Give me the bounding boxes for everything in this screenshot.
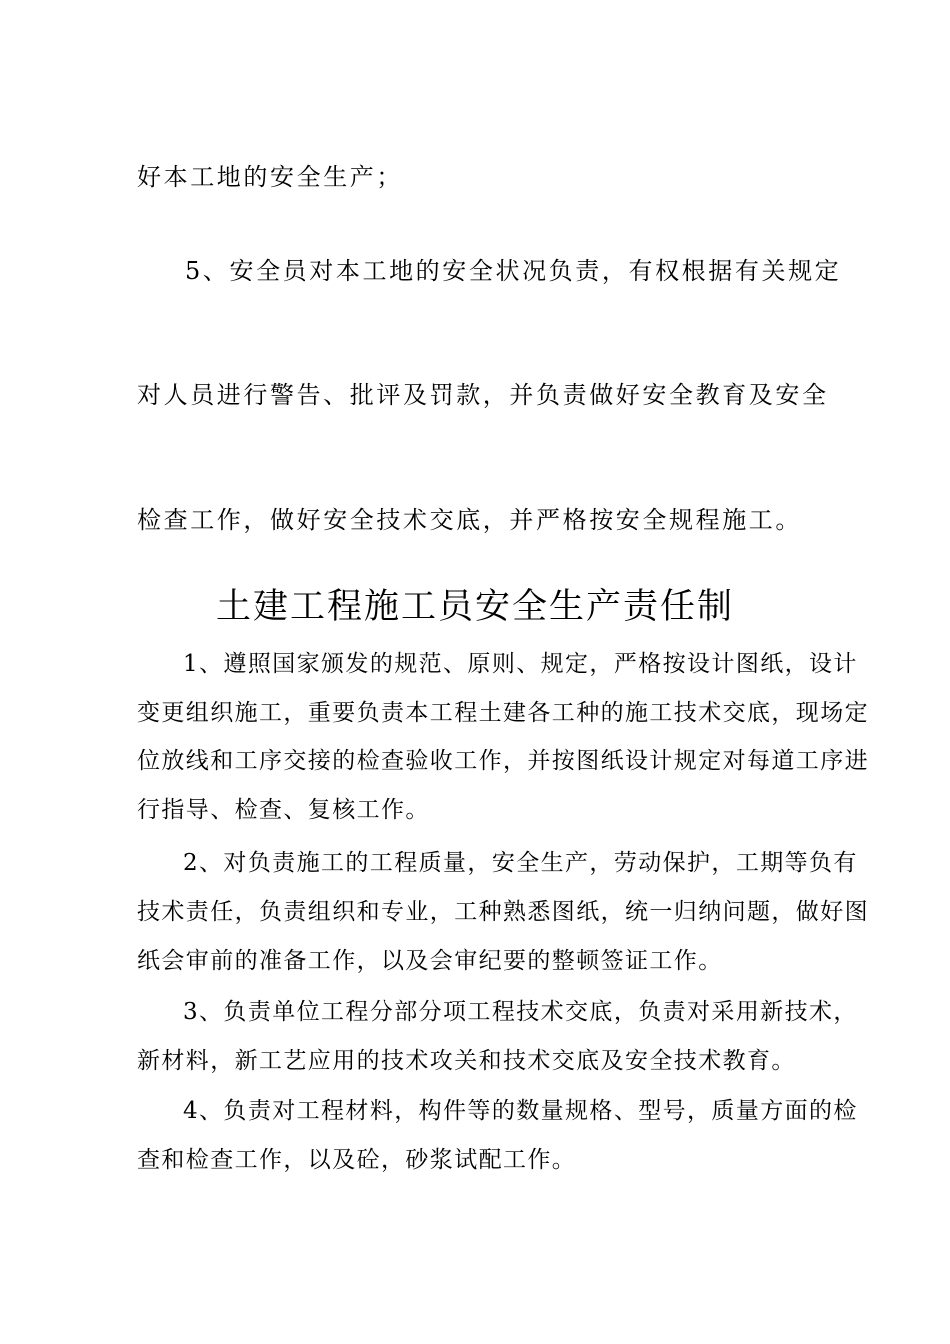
paragraph-line: 好本工地的安全生产； [137, 163, 403, 191]
paragraph-line: 1、遵照国家颁发的规范、原则、规定，严格按设计图纸，设计 [183, 651, 858, 677]
paragraph-line: 2、对负责施工的工程质量，安全生产，劳动保护，工期等负有 [183, 850, 858, 876]
paragraph-line: 变更组织施工，重要负责本工程土建各工种的施工技术交底，现场定 [137, 700, 869, 726]
paragraph-line: 位放线和工序交接的检查验收工作，并按图纸设计规定对每道工序进 [137, 748, 869, 774]
section-title: 土建工程施工员安全生产责任制 [215, 587, 734, 627]
paragraph-line: 检查工作，做好安全技术交底，并严格按安全规程施工。 [137, 506, 802, 534]
paragraph-line: 对人员进行警告、批评及罚款，并负责做好安全教育及安全 [137, 381, 829, 409]
paragraph-line: 技术责任，负责组织和专业，工种熟悉图纸，统一归纳问题，做好图 [137, 899, 869, 925]
paragraph-line: 行指导、检查、复核工作。 [137, 797, 430, 823]
paragraph-line: 5、安全员对本工地的安全状况负责，有权根据有关规定 [185, 257, 842, 285]
paragraph-line: 3、负责单位工程分部分项工程技术交底，负责对采用新技术， [183, 999, 858, 1025]
paragraph-line: 4、负责对工程材料，构件等的数量规格、型号，质量方面的检 [183, 1098, 858, 1124]
paragraph-line: 纸会审前的准备工作，以及会审纪要的整顿签证工作。 [137, 948, 723, 974]
paragraph-line: 查和检查工作，以及砼，砂浆试配工作。 [137, 1147, 577, 1173]
paragraph-line: 新材料，新工艺应用的技术攻关和技术交底及安全技术教育。 [137, 1048, 796, 1074]
